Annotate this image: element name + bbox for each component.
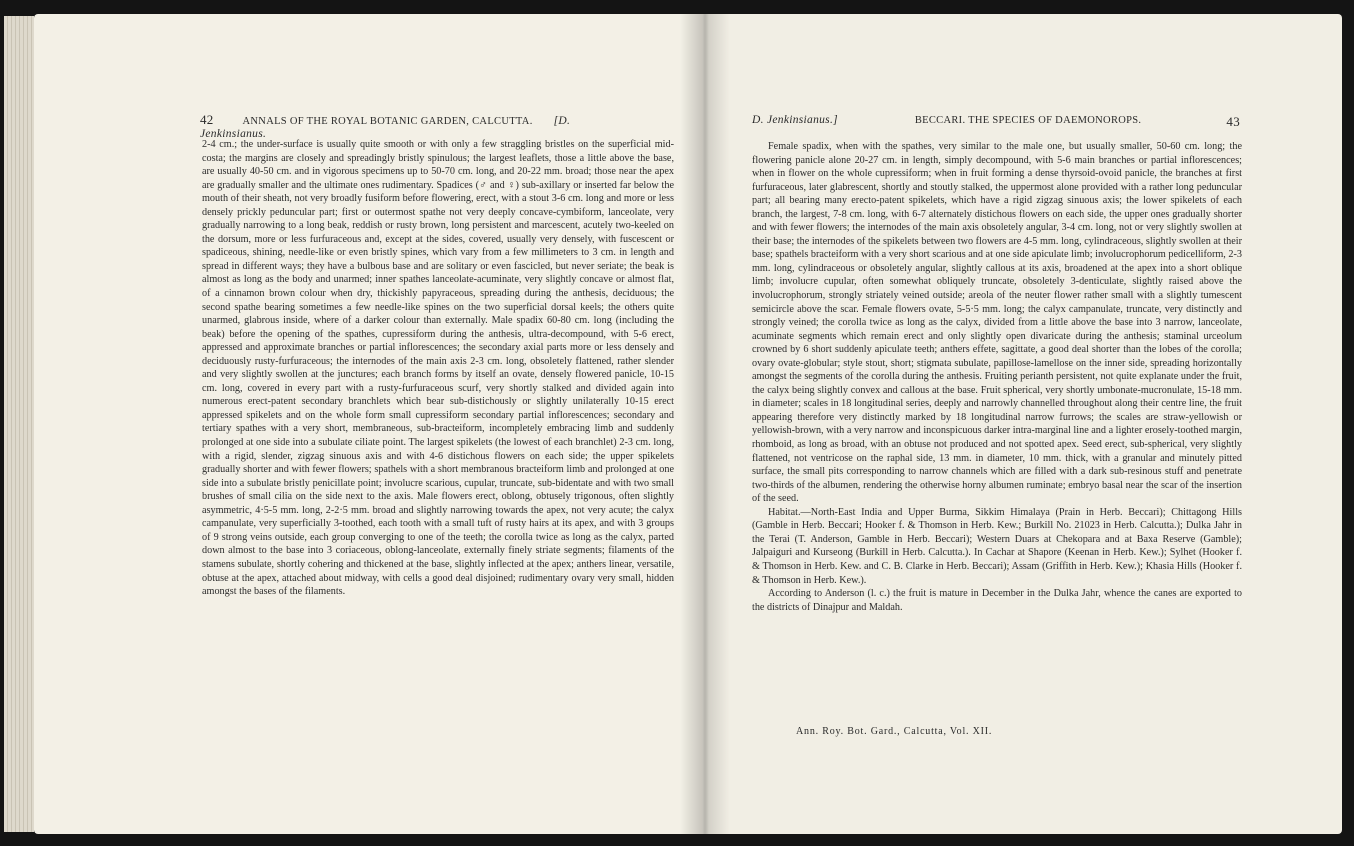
right-page-number: 43: [1226, 114, 1240, 129]
right-running-head: BECCARI. THE SPECIES OF DAEMONOROPS.: [914, 115, 1142, 126]
right-paragraph-habitat: Habitat.—North-East India and Upper Burma, Sikkim Himalaya (Prain in Herb. Beccari); Chittagong Hills (Gamble in Herb. Beccari; Hooker f. & Thomson in Herb. Kew.; Burkill No. 21023 in Herb. Calcutta.); Dulka Jahr in the Terai (T. Anderson, Gamble in Herb. Beccari); Western Duars at Chekopara and at Baxa Reserve (Gamble); Jalpaiguri and Kurseong (Burkill in Herb. Calcutta.). In Cachar at Shapore (Keenan in Herb. Kew.); Sylhet (Hooker f. & Thomson in Herb. Kew. and C. B. Clarke in Herb. Beccari); Assam (Griffith in Herb. Kew.); Khasia Hills (Hooker f. & Thomson in Herb. Kew.).: [752, 506, 1242, 586]
right-page: [706, 14, 1342, 834]
right-text-column: [752, 140, 1242, 614]
page-edges: [4, 16, 34, 832]
left-page-number: 42: [200, 112, 214, 127]
right-paragraph-description: Female spadix, when with the spathes, very similar to the male one, but usually smaller, 50-60 cm. long; the flowering panicle alone 20-27 cm. in length, simply decompound, with 5-6 main branches or partial inflorescences; when in flower on the whole cupressiform; when in fruit forming a dense thyrsoid-ovoid panicle, the branches at first furfuraceous, later glabrescent, shortly and stoutly stalked, the uppermost alone provided with a rather long peduncular part; all bearing many erecto-patent spikelets, which have a rigid zigzag sinuous axis; the lower spikelets of each branch, the largest, 7-8 cm. long, with 6-7 alternately distichous flowers on each side, the upper ones gradually shorter and with fewer flowers; the internodes of the main axis obsoletely angular, 3-4 cm. long, not or very slightly swollen at their base; the internodes of the spikelets between two flowers are 4-5 mm. long, cylindraceous, slightly swollen at their base; spathels bracteiform with a very short scarious and at one side apiculate limb; involucrophorum pedicelliform, 2-3 mm. long, cylindraceous or obsoletely angular, slightly callous at its axis, broadened at the apex into a short oblique limb; involucre cupular, often somewhat obliquely truncate, obsoletely 3-denticulate, slightly raised above the involucrophorum, strongly striately veined outside; areola of the neuter flower rather small with a slightly tumescent semicircle above the scar. Female flowers ovate, 5-5·5 mm. long; the calyx campanulate, truncate, very distinctly and strongly veined; the corolla twice as long as the calyx, divided from a little above the base into 3 narrow, lanceolate, acuminate segments which remain erect and only slightly open divaricate during the anthesis; staminal urceolum crowned by 6 short suddenly apiculate teeth; anthers effete, sagittate, a good deal shorter than the lobes of the corolla; ovary ovate-globular; style stout, short; stigmata subulate, papillose-lamellose on the inner side, spreading horizontally amongst the segments of the corolla during the anthesis. Fruiting perianth persistent, not quite explanate under the fruit, the calyx being slightly convex and callous at the base. Fruit spherical, very shortly umbonate-mucronulate, 15-18 mm. in diameter; scales in 18 longitudinal series, deeply and narrowly channelled throughout along their centre line, the fruit appearing therefore very distinctly marked by 18 longitudinal narrow furrows; the scales are straw-yellowish or yellowish-brown, with a very narrow and inconspicuous darker intra-marginal line and a lighter erosely-toothed margin, rhomboid, as long as broad, with an obtuse not produced and not spotted apex. Seed erect, sub-spherical, very slightly flattened, not ventricose on the raphal side, 13 mm. in diameter, 10 mm. thick, with a granular and minutely pitted surface, the small pits corresponding to narrow channels which are filled with a dark sub-resinous stuff and penetrate two-thirds of the albumen, rendering the otherwise horny albumen ruminate; embryo basal near the scar of the insertion of the seed.: [752, 141, 1242, 505]
right-paragraph-note: According to Anderson (l. c.) the fruit is mature in December in the Dulka Jahr, whence the canes are exported to the districts of Dinajpur and Maldah.: [752, 588, 1242, 613]
left-running-head: ANNALS OF THE ROYAL BOTANIC GARDEN, CALCUTTA.: [242, 116, 533, 127]
left-running-header: [200, 112, 634, 140]
left-species-tag: [D. Jenkinsianus.: [200, 115, 571, 140]
left-text-column: [202, 138, 674, 599]
left-paragraph: 2-4 cm.; the under-surface is usually quite smooth or with only a few straggling bristles on the superficial mid-costa; the margins are closely and spreadingly bristly spinulous; the largest leaflets, those a little above the base, are usually 40-50 cm. and in vigorous specimens up to 50-70 cm. long, and 20-22 mm. broad; those near the apex are gradually smaller and the ultimate ones rudimentary. Spadices (♂ and ♀) sub-axillary or inserted far below the mouth of their sheath, not very broadly fusiform before flowering, erect, with a stout 3-6 cm. long and more or less densely prickly peduncular part; first or outermost spathe not very deeply concave-cymbiform, lanceolate, very gradually narrowing to a long beak, reddish or rusty brown, long persistent and marcescent, acutely two-keeled on the dorsum, more or less furfuraceous and, except at the sides, covered, usually very densely, with fuscescent or spadiceous, shining, needle-like or even bristly spines, which vary from a few millimeters to 3 cm. in length and spread in different ways; they have a bulbous base and are solitary or even fascicled, but never seriate; the beak is almost as long as the body and unarmed; inner spathes lanceolate-acuminate, very slightly concave or almost flat, of a cinnamon brown colour when dry, thickishly papyraceous, spreading during the anthesis, deciduous; the second spathe bearing sometimes a few needle-like spines on the two superficial dorsal keels; the others quite unarmed, glabrous inside, where of a darker colour than externally. Male spadix 60-80 cm. long (including the beak) before the opening of the spathes, cupressiform during the anthesis, ultra-decompound, with 5-6 erect, appressed and approximate branches or partial inflorescences; the secondary axial parts more or less densely and deciduously rusty-furfuraceous; the internodes of the main axis 2-3 cm. long, obsoletely flattened, rather slender and very slightly swollen at the junctures; each branch forms by itself an ovate, densely flowered panicle, 10-15 cm. long, covered in every part with a rusty-furfuraceous scurf, very shortly stalked and divided again into numerous erect-patent secondary branchlets which bear sub-distichously or slightly unilaterally 10-15 erect appressed spikelets and on the whole form small cupressiform secondary partial inflorescences; secondary and tertiary spathes with a very short, membraneous, sub-bracteiform, incompletely embracing limb and suddenly prolonged at one side into a subulate ciliate point. The largest spikelets (the lowest of each branchlet) 2-3 cm. long, with a rigid, slender, zigzag sinuous axis and with 4-6 distichous flowers on each side; the upper spikelets gradually shorter and with fewer flowers; spathels with a short membranous bracteiform limb and prolonged at one side into a subulate bristly penicillate point; involucre scarious, cupular, truncate, sub-bidentate and with two small brushes of small cilia on the side next to the axis. Male flowers erect, oblong, obtusely trigonous, often slightly asymmetric, 4·5-5 mm. long, 2-2·5 mm. broad and slightly narrowing towards the apex, not very acute; the calyx campanulate, very superficially 3-toothed, each tooth with a small tuft of rusty hairs at its apex, and with 3 groups of 9 strong veins outside, each group converging to one of the teeth; the corolla twice as long as the calyx, parted down almost to the base into 3 coriaceous, oblong-lanceolate, externally finely striate segments; filaments of the stamens subulate, shortly cohering and thickened at the base, slightly inflected at the apex; anthers linear, versatile, obtuse at the apex, attached about midway, with cells a good deal disjoined; rudimentary ovary very small, hidden amongst the bases of the filaments.: [202, 139, 674, 598]
left-page: [34, 14, 706, 834]
right-footer: Ann. Roy. Bot. Gard., Calcutta, Vol. XII.: [796, 726, 993, 737]
right-species-tag: D. Jenkinsianus.]: [752, 114, 838, 126]
right-running-header: [752, 114, 1242, 129]
